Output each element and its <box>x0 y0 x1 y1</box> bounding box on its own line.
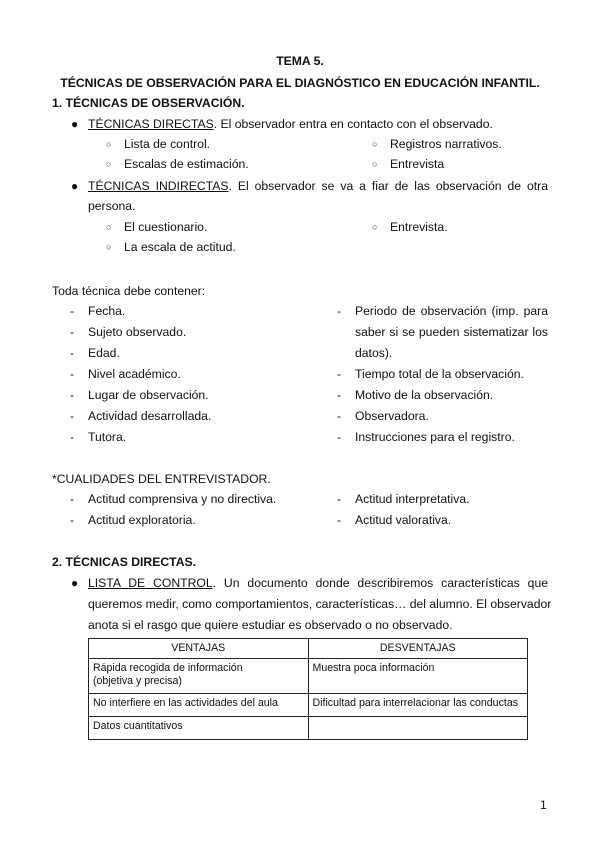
directas-line <box>88 117 493 131</box>
cell-text: Rápida recogida de información <box>93 662 243 674</box>
table-cell: No interfiere en las actividades del aula <box>89 694 309 717</box>
bullet-icon: ● <box>71 179 79 193</box>
contenido-item: Fecha. <box>88 304 126 318</box>
dash-bullet: - <box>70 325 75 339</box>
contenido-item: Sujeto observado. <box>88 325 187 339</box>
indirectas-text-cont: persona. <box>88 199 136 213</box>
section1-heading: 1. TÉCNICAS DE OBSERVACIÓN. <box>52 96 245 110</box>
dash-bullet: - <box>337 409 342 423</box>
bullet-icon: ● <box>71 117 79 131</box>
bullet-icon: ● <box>71 576 79 590</box>
table-cell <box>308 717 528 740</box>
cualidades-item: Actitud comprensiva y no directiva. <box>88 492 277 506</box>
contenido-item: Actividad desarrollada. <box>88 409 212 423</box>
page-title: TEMA 5. <box>276 54 324 68</box>
table-row <box>89 717 528 740</box>
circle-bullet-icon: ○ <box>106 242 112 252</box>
lista-line2: queremos medir, como comportamientos, características… del alumno. El observador <box>88 597 552 611</box>
page-subtitle: TÉCNICAS DE OBSERVACIÓN PARA EL DIAGNÓSTICO EN EDUCACIÓN INFANTIL. <box>60 76 540 90</box>
dash-bullet: - <box>70 513 75 527</box>
cualidades-item: Actitud exploratoria. <box>88 513 196 527</box>
contenido-item: Nivel académico. <box>88 367 181 381</box>
circle-bullet-icon: ○ <box>106 222 112 232</box>
directas-item: Lista de control. <box>124 137 211 151</box>
dash-bullet: - <box>70 430 75 444</box>
contenido-intro: Toda técnica debe contener: <box>52 284 206 298</box>
circle-bullet-icon: ○ <box>372 159 378 169</box>
contenido-item: Lugar de observación. <box>88 388 209 402</box>
indirectas-text: . El observador se va a fiar de las observación de otra <box>228 179 548 193</box>
table-cell: Datos cuantitativos <box>89 717 309 740</box>
directas-label: TÉCNICAS DIRECTAS <box>88 117 214 131</box>
indirectas-label: TÉCNICAS INDIRECTAS <box>88 179 229 193</box>
cell-text: (objetiva y precisa) <box>93 675 182 687</box>
table-header-cell: DESVENTAJAS <box>308 639 528 659</box>
table-cell: Dificultad para interrelacionar las conductas <box>308 694 528 717</box>
indirectas-line <box>88 179 548 193</box>
contenido-item: Tutora. <box>88 430 127 444</box>
lista-label: LISTA DE CONTROL <box>88 576 213 590</box>
dash-bullet: - <box>337 304 342 318</box>
circle-bullet-icon: ○ <box>372 222 378 232</box>
table-cell: Muestra poca información <box>308 659 528 694</box>
table-row <box>89 659 528 694</box>
dash-bullet: - <box>337 430 342 444</box>
dash-bullet: - <box>337 367 342 381</box>
cualidades-item: Actitud valorativa. <box>355 513 452 527</box>
indirectas-item: La escala de actitud. <box>124 240 236 254</box>
contenido-item: Edad. <box>88 346 120 360</box>
contenido-item: Periodo de observación (imp. para <box>355 304 548 318</box>
page-number: 1 <box>540 798 547 812</box>
table-header-row <box>89 639 528 659</box>
table-header-cell: VENTAJAS <box>89 639 309 659</box>
circle-bullet-icon: ○ <box>372 139 378 149</box>
dash-bullet: - <box>70 367 75 381</box>
directas-item: Escalas de estimación. <box>124 157 249 171</box>
lista-text: . Un documento donde describiremos características que <box>212 576 548 590</box>
dash-bullet: - <box>70 304 75 318</box>
contenido-item: Observadora. <box>355 409 429 423</box>
cualidades-item: Actitud interpretativa. <box>355 492 470 506</box>
contenido-item-cont: datos). <box>355 346 393 360</box>
directas-text: . El observador entra en contacto con el observado. <box>213 117 493 131</box>
dash-bullet: - <box>70 492 75 506</box>
contenido-item: Instrucciones para el registro. <box>355 430 515 444</box>
lista-line3: anota si el rasgo que quiere estudiar es observado o no observado. <box>88 618 453 632</box>
cualidades-heading: *CUALIDADES DEL ENTREVISTADOR. <box>52 472 271 486</box>
lista-line1 <box>88 576 548 590</box>
dash-bullet: - <box>337 492 342 506</box>
dash-bullet: - <box>337 388 342 402</box>
table-cell <box>89 659 309 694</box>
contenido-item: Tiempo total de la observación. <box>355 367 524 381</box>
contenido-item-cont: saber si se pueden sistematizar los <box>355 325 548 339</box>
indirectas-item: Entrevista. <box>390 220 448 234</box>
dash-bullet: - <box>337 513 342 527</box>
directas-item: Registros narrativos. <box>390 137 502 151</box>
section2-heading: 2. TÉCNICAS DIRECTAS. <box>52 555 197 569</box>
table-row <box>89 694 528 717</box>
circle-bullet-icon: ○ <box>106 159 112 169</box>
circle-bullet-icon: ○ <box>106 139 112 149</box>
dash-bullet: - <box>70 388 75 402</box>
dash-bullet: - <box>70 346 75 360</box>
indirectas-item: El cuestionario. <box>124 220 208 234</box>
directas-item: Entrevista <box>390 157 445 171</box>
ventajas-table <box>88 638 528 740</box>
contenido-item: Motivo de la observación. <box>355 388 494 402</box>
dash-bullet: - <box>70 409 75 423</box>
